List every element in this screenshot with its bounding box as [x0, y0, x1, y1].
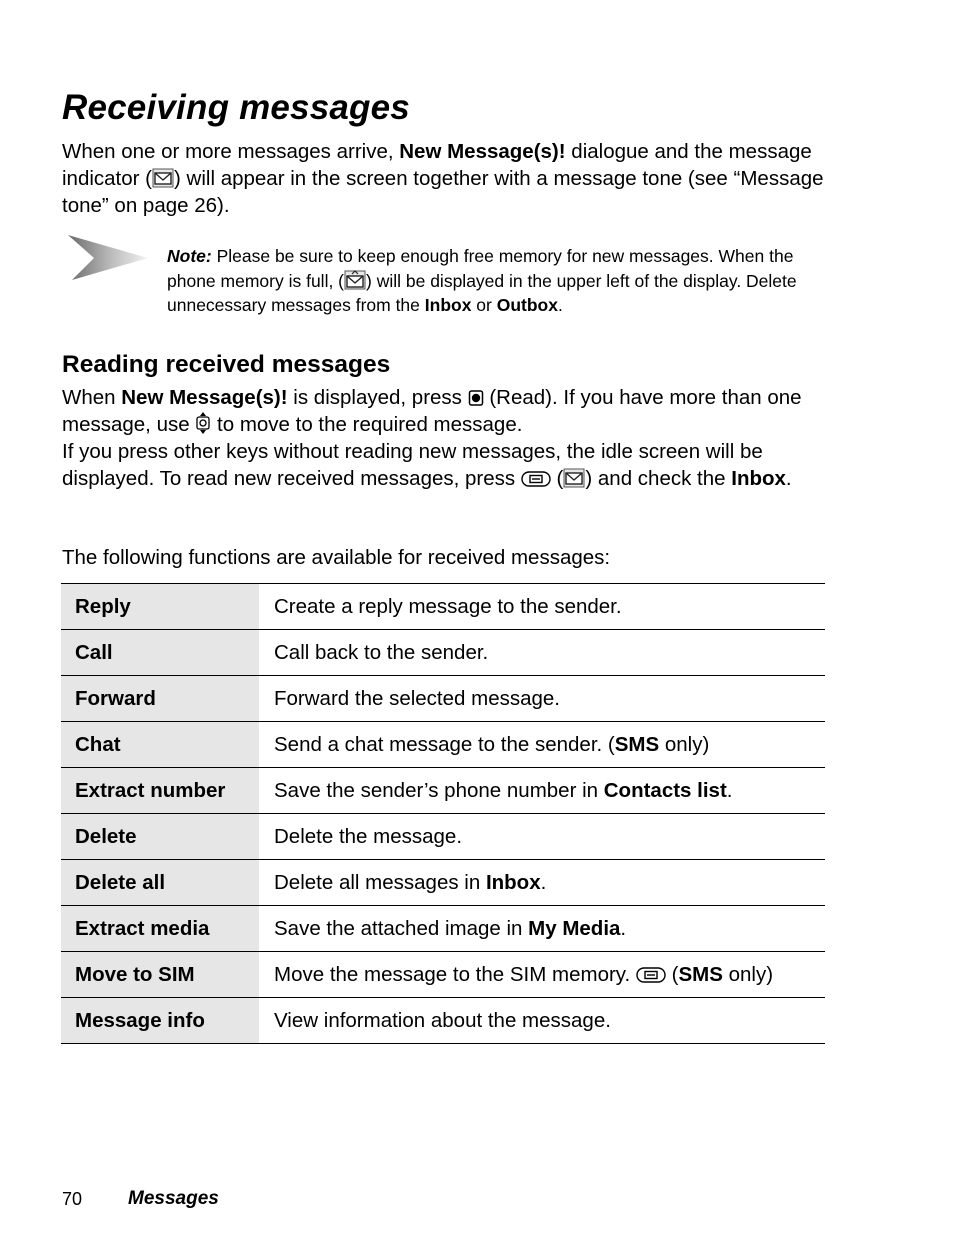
function-description: Delete the message. — [259, 814, 825, 860]
table-row — [61, 952, 825, 998]
function-name: Chat — [61, 722, 259, 768]
function-name: Extract number — [61, 768, 259, 814]
footer-section-title: Messages — [128, 1188, 219, 1209]
table-row — [61, 998, 825, 1044]
function-name: Extract media — [61, 906, 259, 952]
function-description: Forward the selected message. — [259, 676, 825, 722]
function-name: Message info — [61, 998, 259, 1044]
page-title: Receiving messages — [62, 88, 410, 127]
soft-key-icon — [636, 966, 666, 984]
function-name: Reply — [61, 584, 259, 630]
functions-intro: The following functions are available for received messages: — [62, 546, 611, 569]
page-number: 70 — [62, 1189, 83, 1209]
table-row — [61, 906, 825, 952]
section-heading: Reading received messages — [62, 351, 391, 378]
function-name: Call — [61, 630, 259, 676]
note-text: Note: Please be sure to keep enough free memory for new messages. When the phone memory is full, ( ) will be displayed in the upper left of the display. Delete unnecessary messages from the Inbox or Outbox. — [167, 246, 797, 315]
function-name: Delete all — [61, 860, 259, 906]
center-key-icon — [468, 389, 484, 407]
envelope-icon — [152, 168, 174, 188]
function-description: Create a reply message to the sender. — [259, 584, 825, 630]
function-description: Save the sender’s phone number in Contacts list. — [259, 768, 825, 814]
function-description: Save the attached image in My Media. — [259, 906, 825, 952]
note-arrow-icon — [68, 234, 150, 282]
function-description: View information about the message. — [259, 998, 825, 1044]
nav-key-icon — [195, 412, 211, 434]
function-name: Move to SIM — [61, 952, 259, 998]
envelope-full-icon — [344, 270, 366, 290]
table-row — [61, 814, 825, 860]
reading-paragraph-1: When New Message(s)! is displayed, press (Read). If you have more than one message, use to move to the required message. — [62, 386, 802, 436]
function-description: Call back to the sender. — [259, 630, 825, 676]
table-row — [61, 676, 825, 722]
intro-paragraph: When one or more messages arrive, New Message(s)! dialogue and the message indicator ( ) will appear in the screen together with a message tone (see “Message tone” on page 26). — [62, 140, 824, 217]
table-row — [61, 630, 825, 676]
function-name: Delete — [61, 814, 259, 860]
function-name: Forward — [61, 676, 259, 722]
table-row — [61, 584, 825, 630]
table-row — [61, 768, 825, 814]
soft-key-icon — [521, 470, 551, 488]
table-row — [61, 860, 825, 906]
table-row — [61, 722, 825, 768]
envelope-icon — [563, 468, 585, 488]
functions-table — [61, 583, 825, 1044]
function-description: Move the message to the SIM memory. (SMS only) — [259, 952, 825, 998]
function-description: Send a chat message to the sender. (SMS only) — [259, 722, 825, 768]
reading-paragraph-2: If you press other keys without reading new messages, the idle screen will be displayed. To read new received messages, press ( ) and check the Inbox. — [62, 440, 792, 490]
function-description: Delete all messages in Inbox. — [259, 860, 825, 906]
